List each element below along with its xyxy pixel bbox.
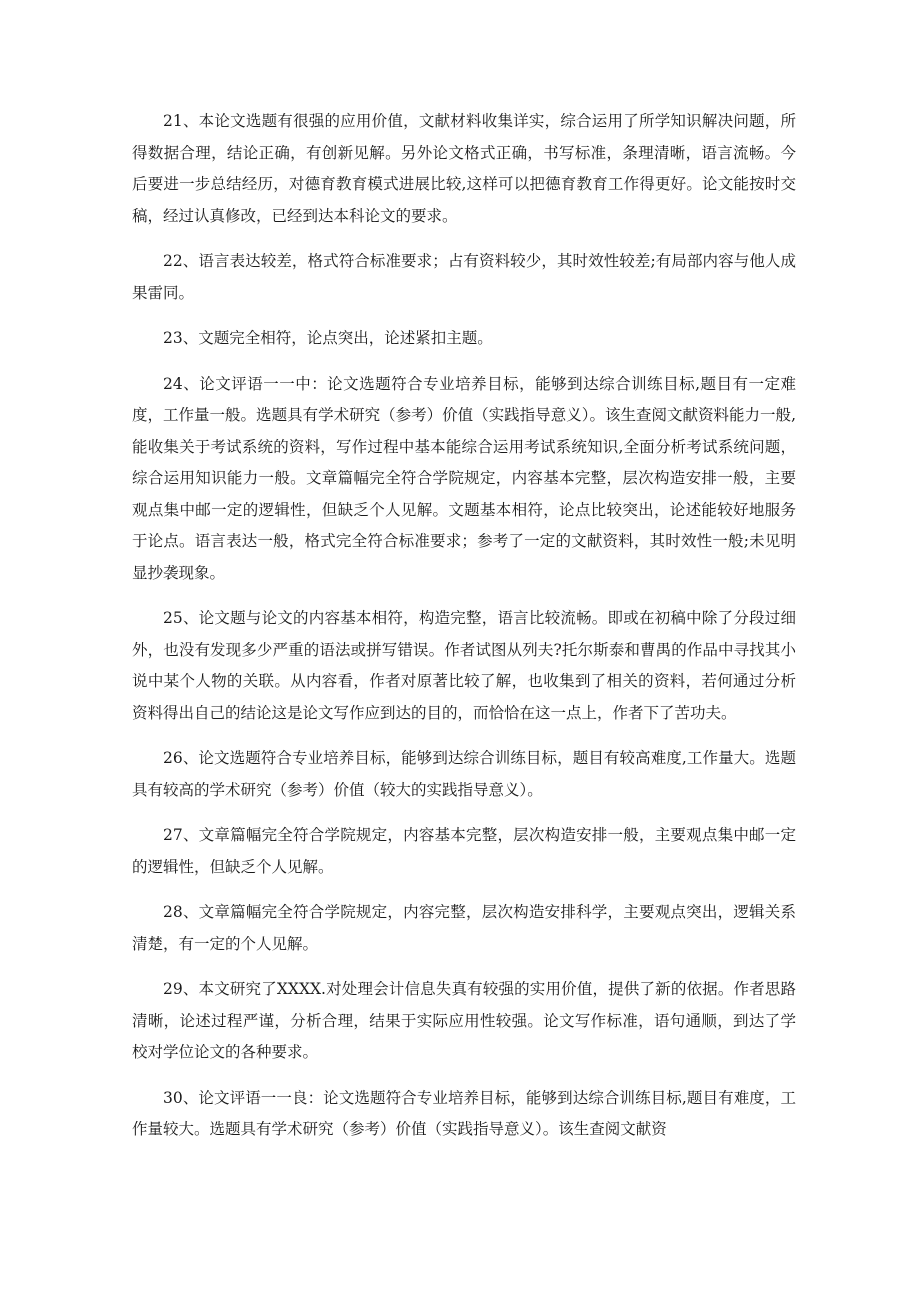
paragraph-21: 21、本论文选题有很强的应用价值，文献材料收集详实，综合运用了所学知识解决问题，所得数据合理，结论正确，有创新见解。另外论文格式正确，书写标准，条理清晰，语言流畅。今后要进一步总结经历，对德育教育模式进展比较,这样可以把德育教育工作得更好。论文能按时交稿，经过认真修改，已经到达本科论文的要求。 — [132, 112, 796, 225]
document-body — [132, 106, 796, 1160]
paragraph-24: 24、论文评语一一中：论文选题符合专业培养目标，能够到达综合训练目标,题目有一定难度，工作量一般。选题具有学术研究（参考）价值（实践指导意义）。该生查阅文献资料能力一般,能收集关于考试系统的资料，写作过程中基本能综合运用考试系统知识,全面分析考试系统问题，综合运用知识能力一般。文章篇幅完全符合学院规定，内容基本完整，层次构造安排一般，主要观点集中邮一定的逻辑性，但缺乏个人见解。文题基本相符，论点比较突出，论述能较好地服务于论点。语言表达一般，格式完全符合标准要求；参考了一定的文献资料，其时效性一般;未见明显抄袭现象。 — [132, 374, 796, 582]
paragraph-26: 26、论文选题符合专业培养目标，能够到达综合训练目标，题目有较高难度,工作量大。选题具有较高的学术研究（参考）价值（较大的实践指导意义）。 — [132, 749, 796, 799]
paragraph-23: 23、文题完全相符，论点突出，论述紧扣主题。 — [163, 329, 493, 347]
paragraph-30: 30、论文评语一一良：论文选题符合专业培养目标，能够到达综合训练目标,题目有难度，工作量较大。选题具有学术研究（参考）价值（实践指导意义）。该生查阅文献资 — [132, 1088, 796, 1138]
paragraph-29: 29、本文研究了XXXX.对处理会计信息失真有较强的实用价值，提供了新的依据。作者思路清晰，论述过程严谨，分析合理，结果于实际应用性较强。论文写作标准，语句通顺，到达了学校对学位论文的各种要求。 — [132, 980, 796, 1061]
paragraph-28: 28、文章篇幅完全符合学院规定，内容完整，层次构造安排科学，主要观点突出，逻辑关系清楚，有一定的个人见解。 — [132, 903, 796, 953]
paragraph-25: 25、论文题与论文的内容基本相符，构造完整，语言比较流畅。即或在初稿中除了分段过细外，也没有发现多少严重的语法或拼写错误。作者试图从列夫?托尔斯泰和曹禺的作品中寻找其小说中某个人物的关联。从内容看，作者对原著比较了解，也收集到了相关的资料，若何通过分析资料得出自己的结论这是论文写作应到达的目的，而恰恰在这一点上，作者下了苦功夫。 — [132, 609, 796, 722]
paragraph-27: 27、文章篇幅完全符合学院规定，内容基本完整，层次构造安排一般，主要观点集中邮一定的逻辑性，但缺乏个人见解。 — [132, 826, 796, 876]
paragraph-22: 22、语言表达较差，格式符合标准要求；占有资料较少，其时效性较差;有局部内容与他人成果雷同。 — [132, 252, 796, 302]
